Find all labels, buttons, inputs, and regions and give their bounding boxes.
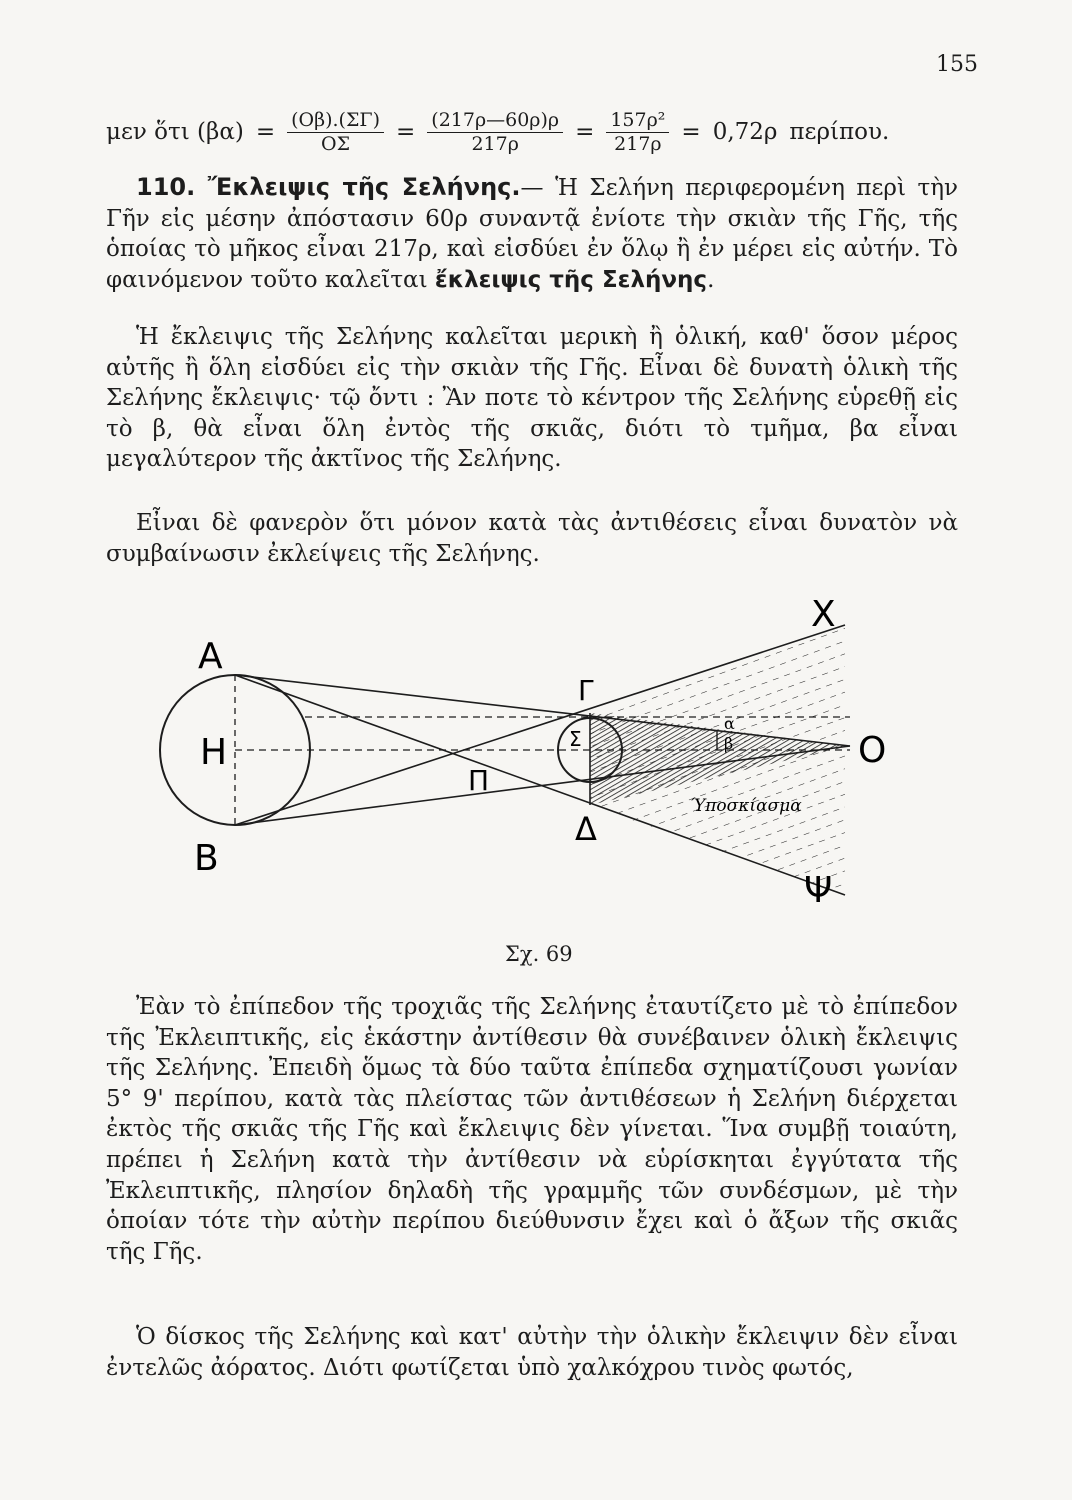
paragraph-oppositions: Εἶναι δὲ φανερὸν ὅτι μόνον κατὰ τὰς ἀντιθέσεις εἶναι δυνατὸν νὰ συμβαίνωσιν ἐκλείψεις τῆς Σελήνης. — [106, 510, 958, 567]
label-penumbra: Ύποσκίασμα — [690, 796, 802, 816]
formula-equals: = — [396, 119, 416, 145]
page-number: 155 — [936, 52, 978, 77]
fraction-2-denominator: 217ρ — [471, 132, 519, 155]
paragraph-partial-total: Ἡ ἔκλειψις τῆς Σελήνης καλεῖται μερικὴ ἢ ὁλική, καθ' ὅσον μέρος αὐτῆς ἢ ὅλη εἰσδύει εἰς τὴν σκιὰν τῆς Γῆς. Εἶναι δὲ δυνατὴ ὁλικὴ τῆς Σελήνης ἔκλειψις· τῷ ὄντι : Ἂν ποτε τὸ κέντρον τῆς Σελήνης εὑρεθῇ εἰς τὸ β, θὰ εἶναι ὅλη ἐντὸς τῆς σκιᾶς, διότι τὸ τμῆμα, βα εἶναι μεγαλύτερον τῆς ἀκτῖνος τῆς Σελήνης. — [106, 324, 958, 473]
shadow-formula — [106, 102, 889, 162]
formula-result: 0,72ρ — [712, 119, 778, 145]
label-Delta: Δ — [575, 810, 597, 848]
fraction-2-numerator: (217ρ—60ρ)ρ — [427, 109, 563, 133]
label-A: Α — [198, 636, 223, 677]
formula-fraction-1 — [287, 109, 384, 156]
fraction-3-numerator: 157ρ² — [606, 109, 669, 133]
eclipse-diagram-svg — [150, 594, 910, 920]
defined-term: ἔκλειψις τῆς Σελήνης — [434, 266, 708, 293]
label-O: Ο — [858, 730, 887, 771]
label-Pi: Π — [468, 764, 490, 797]
paragraph-disk-visibility: Ὁ δίσκος τῆς Σελήνης καὶ κατ' αὐτὴν τὴν ὁλικὴν ἔκλειψιν δὲν εἶναι ἐντελῶς ἀόρατος. Διότι φωτίζεται ὑπὸ χαλκόχρου τινὸς φωτός, — [106, 1324, 958, 1381]
fraction-1-denominator: ΟΣ — [321, 132, 351, 155]
label-H: Η — [200, 732, 228, 773]
formula-equals: = — [575, 119, 595, 145]
formula-fraction-3 — [606, 109, 669, 156]
formula-equals: = — [681, 119, 701, 145]
section-end: . — [707, 266, 715, 293]
heading-dash: — — [520, 175, 556, 201]
label-Gamma: Γ — [578, 674, 594, 707]
formula-tail: περίπου. — [789, 119, 890, 145]
formula-fraction-2 — [427, 109, 563, 156]
paragraph-ecliptic: Ἐὰν τὸ ἐπίπεδον τῆς τροχιᾶς τῆς Σελήνης ἐταυτίζετο μὲ τὸ ἐπίπεδον τῆς Ἐκλειπτικῆς, εἰς ἑκάστην ἀντίθεσιν θὰ συνέβαινεν ὁλικὴ ἔκλειψις τῆς Σελήνης. Ἐπειδὴ ὅμως τὰ δύο ταῦτα ἐπίπεδα σχηματίζουσι γωνίαν 5° 9' περίπου, κατὰ τὰς πλείστας τῶν ἀντιθέσεων ἡ Σελήνη διέρχεται ἐκτὸς τῆς σκιᾶς τῆς Γῆς καὶ ἔκλειψις δὲν γίνεται. Ἵνα συμβῇ τοιαύτη, πρέπει ἡ Σελήνη κατὰ τὴν ἀντίθεσιν νὰ εὑρίσκηται ἐγγύτατα τῆς Ἐκλειπτικῆς, πλησίον δηλαδὴ τῆς γραμμῆς τῶν συνδέσμων, μὲ τὴν ὁποίαν τότε τὴν αὐτὴν περίπου διεύθυνσιν ἔχει καὶ ὁ ἄξων τῆς σκιᾶς τῆς Γῆς. — [106, 994, 958, 1265]
fraction-1-numerator: (Οβ).(ΣΓ) — [287, 109, 384, 133]
label-X: Χ — [811, 594, 836, 635]
section-intro: Ἡ Σελήνη περιφερομένη περὶ τὴν Γῆν εἰς μέσην ἀπόστασιν 60ρ συναντᾷ ἐνίοτε τὴν σκιὰν τῆς Γῆς, τῆς ὁποίας τὸ μῆκος εἶναι 217ρ, καὶ εἰσδύει ἐν ὅλῳ ἢ ἐν μέρει εἰς αὐτήν. Τὸ φαινόμενον τοῦτο καλεῖται — [106, 175, 958, 293]
label-beta: β — [724, 734, 734, 753]
label-Sigma: Σ — [569, 727, 582, 751]
label-B: Β — [194, 838, 219, 879]
formula-equals: = — [255, 119, 276, 145]
formula-lead: μεν ὅτι (βα) — [106, 119, 244, 145]
label-Psi: Ψ — [804, 870, 833, 911]
section-110-paragraph — [106, 172, 958, 295]
figure-caption: Σχ. 69 — [505, 942, 573, 966]
section-heading: 110. Ἔκλειψις τῆς Σελήνης. — [136, 173, 521, 201]
label-alpha: α — [724, 714, 735, 733]
eclipse-diagram — [150, 594, 910, 920]
fraction-3-denominator: 217ρ — [614, 132, 662, 155]
